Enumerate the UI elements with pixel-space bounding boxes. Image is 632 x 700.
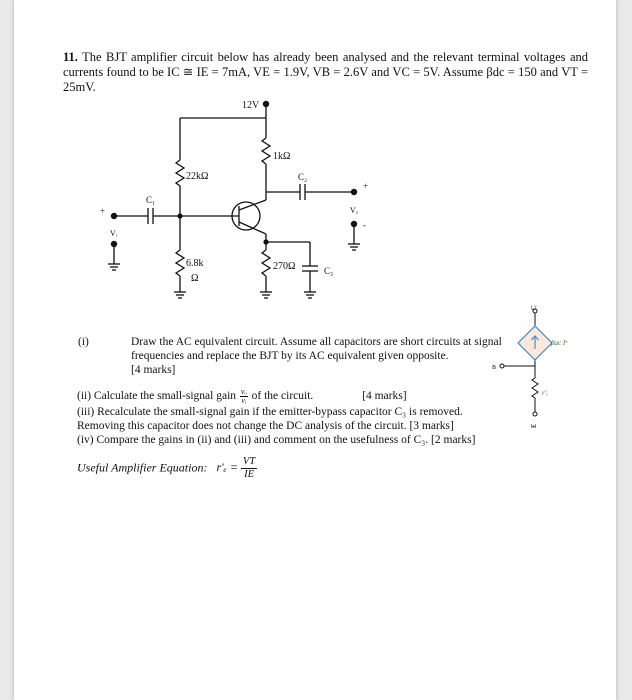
useful-equation [77, 456, 257, 481]
vi-label: Vᵢ [110, 229, 118, 238]
vb-part: B = 2.6V and V [321, 65, 402, 79]
c2-label: C₂ [298, 172, 308, 182]
output-minus: - [363, 220, 366, 230]
part-ii-marks: [4 marks] [362, 390, 407, 403]
r2-label-line2: Ω [191, 273, 199, 284]
question-intro: The BJT amplifier circuit below has already been analysed and the relevant terminal voltages and currents found to be I [63, 50, 589, 79]
part-iii-line2: Removing this capacitor does not change the DC analysis of the circuit. [3 marks] [77, 420, 454, 432]
ic-part: C ≅ I [171, 65, 201, 79]
c1-label: C₁ [146, 195, 156, 205]
part-ii [77, 388, 517, 405]
r2-label-line1: 6.8k [186, 258, 204, 269]
part-ii-suffix: of the circuit. [251, 390, 314, 403]
useful-numerator: VT [242, 456, 256, 467]
part-i-marks: [4 marks] [131, 364, 176, 376]
gain-numerator: vₒ [240, 387, 247, 396]
output-plus: + [363, 181, 369, 191]
useful-label: Useful Amplifier Equation: [77, 460, 208, 475]
gain-denominator: vᵢ [241, 396, 247, 405]
part-ii-prefix: (ii) Calculate the small-signal gain [77, 390, 237, 403]
r1-label: 22kΩ [186, 171, 209, 182]
useful-lhs: r'ₑ = [216, 460, 238, 475]
vt-part: T = 25mV. [63, 65, 589, 94]
questions-ii-iv [77, 388, 517, 447]
vc-part: C = 5V. Assume β [401, 65, 493, 79]
model-source-label: βac Iᵇ [551, 339, 568, 347]
supply-label: 12V [242, 100, 260, 111]
question-number: 11. [63, 50, 78, 64]
model-e-label: E [530, 423, 538, 428]
part-i-text: Draw the AC equivalent circuit. Assume all capacitors are short circuits at signal frequencies and replace the BJT by its AC equivalent given opposite. [131, 336, 502, 362]
c3-label: C₃ [324, 266, 334, 276]
model-c-label: C [530, 305, 538, 310]
ie-part: E = 7mA, V [200, 65, 263, 79]
part-iv-line1: (iv) Compare the gains in (ii) and (iii) and comment on the usefulness of C₃. [2 marks] [77, 434, 476, 446]
model-b-label: B [492, 365, 497, 371]
part-i-number: (i) [78, 336, 89, 348]
vo-label: Vₒ [350, 206, 359, 215]
input-plus: + [100, 206, 106, 216]
useful-fraction [241, 456, 257, 481]
useful-denominator: IE [244, 469, 255, 480]
ve-part: E = 1.9V, V [262, 65, 322, 79]
rc-label: 1kΩ [273, 151, 291, 162]
model-re-label: r'ₑ [542, 389, 549, 397]
beta-part: dc = 150 and V [492, 65, 571, 79]
gain-fraction [240, 388, 248, 405]
re-label: 270Ω [273, 261, 296, 272]
document-page [14, 0, 616, 700]
part-iii-line1: (iii) Recalculate the small-signal gain if the emitter-bypass capacitor C₃ is removed. [77, 406, 463, 418]
